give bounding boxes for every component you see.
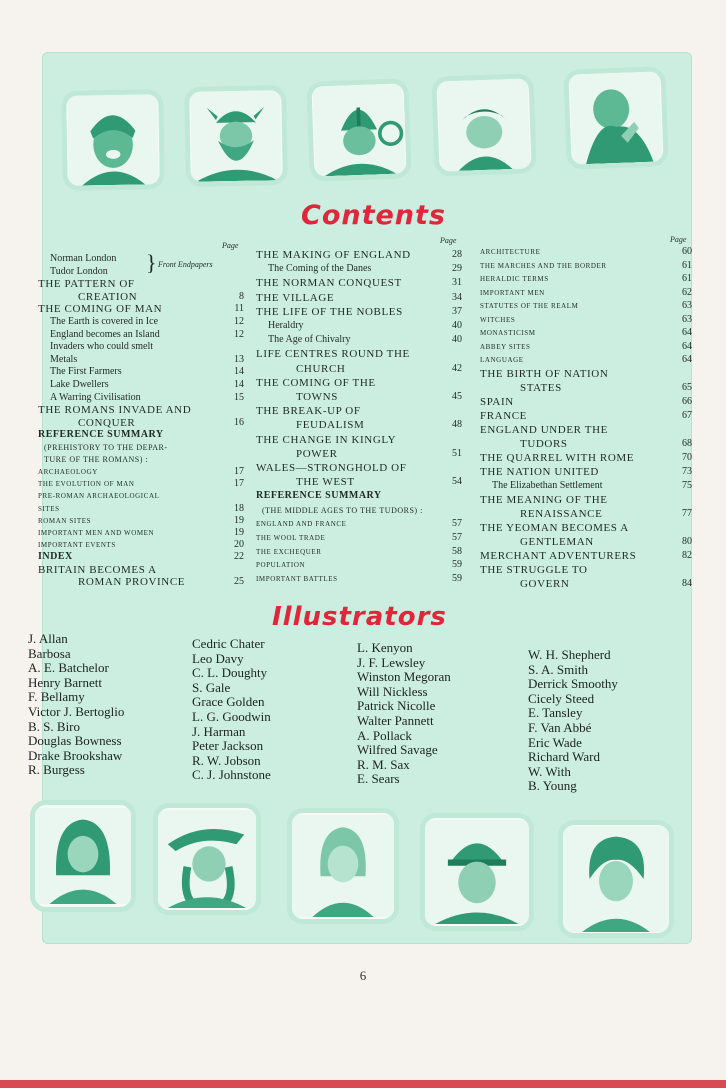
page-label: Page — [670, 235, 687, 244]
illustrator-name: Leo Davy — [192, 650, 244, 666]
contents-entry-page: 34 — [452, 291, 462, 303]
contents-entry — [480, 300, 692, 312]
contents-entry-title: CHURCH — [296, 362, 346, 375]
contents-entry — [38, 316, 244, 328]
illustrator-name: A. E. Batchelor — [28, 660, 109, 676]
contents-entry-title: INDEX — [38, 550, 73, 562]
contents-entry-title: ENGLAND AND FRANCE — [256, 520, 347, 529]
page-number: 6 — [359, 968, 367, 983]
contents-entry-title: THE VILLAGE — [256, 291, 335, 304]
contents-entry-title: LANGUAGE — [480, 356, 524, 364]
helmeted-soldier-portrait-icon — [420, 813, 534, 931]
illustrator-name: Will Nickless — [357, 683, 428, 699]
illustrator-name: B. Young — [528, 778, 577, 794]
illustrator-name: Eric Wade — [528, 734, 582, 750]
contents-entry-page: 59 — [452, 559, 462, 571]
contents-entry-title: TURE OF THE ROMANS) : — [44, 455, 149, 465]
contents-entry — [38, 392, 244, 404]
illustrator-name: B. S. Biro — [28, 718, 81, 734]
contents-entry-page: 42 — [452, 362, 462, 374]
contents-entry-title: GENTLEMAN — [520, 535, 594, 548]
page-label: Page — [222, 241, 239, 250]
contents-entry-title: PRE-ROMAN ARCHAEOLOGICAL — [38, 492, 160, 501]
contents-entry-title: SITES — [38, 504, 60, 513]
contents-entry-page: 82 — [682, 549, 692, 561]
contents-entry-title: BRITAIN BECOMES A — [38, 563, 157, 576]
contents-entry — [256, 505, 462, 517]
contents-entry-title: THE MEANING OF THE — [480, 493, 608, 506]
contents-entry — [38, 478, 244, 490]
contents-entry-page: 40 — [452, 320, 462, 331]
contents-entry-page: 66 — [682, 395, 692, 407]
contents-entry-page: 15 — [234, 391, 244, 403]
illustrator-name: Peter Jackson — [192, 738, 264, 754]
illustrator-name: L. G. Goodwin — [192, 708, 271, 724]
contents-entry-title: The Elizabethan Settlement — [492, 479, 603, 491]
contents-entry-title: IMPORTANT MEN — [480, 288, 545, 297]
contents-entry — [480, 578, 692, 590]
contents-entry — [480, 410, 692, 422]
illustrator-name: J. F. Lewsley — [357, 654, 426, 670]
contents-entry — [38, 515, 244, 527]
contents-entry-page: 57 — [452, 518, 462, 530]
contents-entry-title: Heraldry — [268, 320, 304, 331]
contents-entry-title: (THE MIDDLE AGES TO THE TUDORS) : — [262, 505, 423, 515]
contents-entry-page: 64 — [682, 327, 692, 338]
illustrators-title: Illustrators — [272, 602, 447, 632]
contents-entry-page: 12 — [234, 328, 244, 340]
cavalier-portrait-icon — [153, 803, 261, 915]
illustrator-name: Cedric Chater — [192, 636, 265, 651]
contents-entry — [480, 260, 692, 272]
contents-entry — [480, 246, 692, 258]
contents-entry-title: POPULATION — [256, 561, 306, 570]
contents-entry — [256, 306, 462, 318]
norman-soldier-portrait-icon — [306, 78, 411, 181]
contents-entry — [256, 448, 462, 460]
illustrator-name: C. L. Doughty — [192, 665, 268, 681]
contents-entry-page: 31 — [452, 277, 462, 289]
contents-entry-page: 70 — [682, 451, 692, 463]
contents-entry-title: THE PATTERN OF — [38, 278, 135, 291]
contents-entry — [256, 348, 462, 360]
contents-entry — [38, 303, 244, 315]
contents-column-1 — [38, 250, 244, 593]
contents-entry — [480, 382, 692, 394]
illustrator-name: S. Gale — [192, 679, 231, 695]
illustrators-column-4 — [528, 648, 618, 794]
contents-entry — [480, 480, 692, 492]
illustrator-name: Wilfred Savage — [357, 742, 438, 758]
contents-entry — [38, 490, 244, 502]
contents-entry-page: 63 — [682, 300, 692, 311]
contents-entry-title: REFERENCE SUMMARY — [38, 429, 164, 441]
viking-portrait-icon — [184, 85, 288, 187]
contents-entry — [480, 314, 692, 326]
contents-entry — [256, 292, 462, 304]
contents-entry-title: RENAISSANCE — [520, 507, 603, 520]
contents-entry-page: 80 — [682, 535, 692, 547]
contents-entry — [38, 527, 244, 539]
contents-entry — [38, 329, 244, 341]
illustrator-name: Derrick Smoothy — [528, 676, 618, 692]
contents-entry-title: The First Farmers — [50, 366, 122, 378]
contents-entry-page: 54 — [452, 476, 462, 488]
contents-entry-title: LIFE CENTRES ROUND THE — [256, 348, 410, 361]
contents-entry-page: 12 — [234, 316, 244, 327]
contents-entry-page: 65 — [682, 381, 692, 393]
contents-entry-title: THE CHANGE IN KINGLY — [256, 433, 397, 446]
contents-entry-title: FEUDALISM — [296, 419, 365, 432]
contents-entry-page: 68 — [682, 437, 692, 449]
contents-entry-title: SPAIN — [480, 395, 514, 408]
illustrators-column-1 — [28, 632, 124, 778]
contents-entry-page: 73 — [682, 465, 692, 477]
contents-entry-page: 84 — [682, 577, 692, 589]
contents-entry — [480, 354, 692, 366]
contents-entry-title: THE STRUGGLE TO — [480, 563, 588, 576]
contents-entry — [480, 494, 692, 506]
girl-portrait-icon — [287, 808, 399, 924]
contents-entry-title: Tudor London — [50, 265, 108, 277]
page-label: Page — [440, 236, 457, 245]
contents-entry — [38, 454, 244, 466]
contents-entry-title: THE BIRTH OF NATION — [480, 367, 609, 380]
contents-entry — [256, 490, 462, 502]
illustrator-name: Patrick Nicolle — [357, 698, 436, 714]
contents-entry — [38, 354, 244, 366]
contents-entry — [256, 573, 462, 585]
contents-entry — [38, 466, 244, 478]
illustrator-name: C. J. Johnstone — [192, 767, 271, 783]
contents-entry — [480, 273, 692, 285]
contents-entry-title: THE QUARREL WITH ROME — [480, 451, 635, 464]
illustrator-name: R. W. Jobson — [192, 752, 261, 768]
contents-column-2 — [256, 249, 462, 599]
contents-entry — [480, 452, 692, 464]
illustrator-name: Douglas Bowness — [28, 733, 122, 749]
contents-entry-page: 18 — [234, 502, 244, 514]
contents-entry-title: Invaders who could smelt — [50, 341, 154, 353]
contents-entry-title: THE COMING OF MAN — [38, 303, 163, 316]
contents-entry-page: 67 — [682, 409, 692, 421]
contents-entry-title: THE MAKING OF ENGLAND — [256, 249, 411, 261]
contents-entry-page: 14 — [234, 366, 244, 378]
contents-entry-title: ABBEY SITES — [480, 342, 531, 351]
contents-entry-title: The Coming of the Danes — [268, 263, 372, 275]
contents-entry-page: 45 — [452, 391, 462, 402]
contents-entry-title: THE MARCHES AND THE BORDER — [480, 261, 607, 270]
contents-entry — [480, 438, 692, 450]
contents-entry-page: 19 — [234, 514, 244, 526]
contents-entry-title: The Earth is covered in Ice — [50, 316, 159, 327]
contents-entry-page: 57 — [452, 532, 462, 543]
contents-entry — [256, 532, 462, 544]
illustrator-name: S. A. Smith — [528, 661, 588, 677]
contents-entry-page: 16 — [234, 416, 244, 428]
illustrator-name: Drake Brookshaw — [28, 747, 123, 763]
contents-entry — [480, 396, 692, 408]
illustrator-name: Winston Megoran — [357, 669, 451, 685]
monk-portrait-icon — [563, 66, 668, 169]
contents-entry-title: THE WEST — [296, 476, 355, 489]
contents-entry-title: HERALDIC TERMS — [480, 275, 549, 283]
contents-entry-page: 77 — [682, 507, 692, 519]
contents-entry-page: 60 — [682, 246, 692, 257]
contents-entry-page: 40 — [452, 334, 462, 346]
illustrator-name: E. Tansley — [528, 705, 583, 721]
contents-entry — [256, 518, 462, 530]
contents-entry — [480, 341, 692, 353]
contents-entry-title: THE NORMAN CONQUEST — [256, 277, 402, 290]
contents-entry — [38, 417, 244, 429]
contents-entry — [256, 377, 462, 389]
contents-entry — [256, 334, 462, 346]
oriental-portrait-icon — [431, 73, 536, 176]
contents-entry — [256, 320, 462, 332]
illustrator-name: E. Sears — [357, 771, 400, 787]
contents-entry — [38, 576, 244, 588]
contents-entry — [480, 508, 692, 520]
contents-entry-page: 13 — [234, 353, 244, 365]
contents-entry — [480, 424, 692, 436]
contents-entry — [256, 363, 462, 375]
contents-entry-page: 19 — [234, 526, 244, 538]
contents-entry-title: (PREHISTORY TO THE DEPAR- — [44, 443, 168, 452]
tudor-lady-portrait-icon — [30, 800, 136, 912]
contents-entry-title: TUDORS — [520, 437, 568, 450]
lady-portrait-icon — [558, 820, 674, 938]
book-cover-edge — [0, 1080, 726, 1088]
contents-entry — [38, 442, 244, 454]
contents-entry — [480, 536, 692, 548]
contents-entry — [38, 253, 244, 265]
contents-entry-page: 22 — [234, 550, 244, 562]
contents-entry-title: MONASTICISM — [480, 329, 536, 337]
illustrator-name: W. With — [528, 763, 571, 779]
contents-entry-page: 17 — [234, 478, 244, 490]
contents-entry-title: Metals — [50, 353, 78, 365]
illustrator-name: F. Bellamy — [28, 689, 85, 705]
contents-entry — [38, 291, 244, 303]
contents-entry-page: 61 — [682, 259, 692, 271]
contents-entry-title: A Warring Civilisation — [50, 391, 141, 403]
contents-entry-page: 20 — [234, 538, 244, 550]
contents-entry-title: THE NATION UNITED — [480, 465, 599, 478]
contents-entry — [38, 429, 244, 441]
contents-column-3 — [480, 246, 692, 601]
contents-entry-page: 8 — [239, 290, 244, 302]
contents-entry-page: 61 — [682, 273, 692, 284]
contents-entry-title: WITCHES — [480, 315, 516, 324]
illustrator-name: W. H. Shepherd — [528, 647, 611, 662]
contents-entry-title: STATUTES OF THE REALM — [480, 302, 579, 310]
contents-entry — [256, 391, 462, 403]
contents-entry-title: Norman London — [50, 253, 117, 264]
contents-entry-page: 59 — [452, 573, 462, 585]
contents-entry-page: 48 — [452, 419, 462, 431]
contents-entry-page: 75 — [682, 479, 692, 491]
contents-entry-title: THE ROMANS INVADE AND — [38, 404, 192, 417]
illustrator-name: Henry Barnett — [28, 674, 103, 690]
contents-entry — [38, 503, 244, 515]
contents-entry-page: 17 — [234, 466, 244, 478]
contents-entry — [256, 405, 462, 417]
illustrator-name: J. Allan — [28, 631, 68, 646]
contents-entry-title: POWER — [296, 447, 338, 460]
contents-entry — [480, 522, 692, 534]
contents-entry — [38, 341, 244, 353]
contents-entry-title: THE YEOMAN BECOMES A — [480, 521, 629, 534]
contents-entry-title: The Age of Chivalry — [268, 334, 351, 346]
contents-entry-page: 25 — [234, 576, 244, 588]
contents-entry — [256, 263, 462, 275]
contents-entry-title: ARCHAEOLOGY — [38, 468, 98, 477]
contents-entry-page: 64 — [682, 340, 692, 352]
illustrator-name: R. M. Sax — [357, 756, 410, 772]
contents-entry-title: GOVERN — [520, 577, 570, 590]
contents-entry — [256, 559, 462, 571]
brace: } — [146, 250, 157, 275]
contents-entry-title: ENGLAND UNDER THE — [480, 423, 608, 436]
contents-entry — [256, 249, 462, 261]
contents-entry-title: THE COMING OF THE — [256, 376, 376, 389]
contents-entry — [38, 379, 244, 391]
contents-entry-page: 63 — [682, 313, 692, 325]
illustrator-name: Grace Golden — [192, 694, 265, 710]
illustrator-name: L. Kenyon — [357, 640, 413, 655]
contents-entry — [256, 476, 462, 488]
contents-entry-title: IMPORTANT BATTLES — [256, 575, 338, 584]
contents-entry-title: REFERENCE SUMMARY — [256, 490, 382, 502]
contents-entry-title: WALES—STRONGHOLD OF — [256, 462, 407, 474]
contents-entry — [480, 550, 692, 562]
contents-entry — [256, 434, 462, 446]
contents-entry — [38, 551, 244, 563]
contents-entry — [256, 419, 462, 431]
contents-entry — [480, 564, 692, 576]
illustrator-name: Cicely Steed — [528, 690, 595, 706]
illustrators-column-3 — [357, 641, 451, 787]
pilot-portrait-icon — [61, 89, 165, 191]
contents-entry-title: CREATION — [78, 290, 138, 303]
contents-entry — [38, 278, 244, 290]
contents-entry — [38, 366, 244, 378]
contents-entry-page: 11 — [234, 303, 244, 315]
contents-entry-title: ROMAN PROVINCE — [78, 576, 186, 589]
contents-entry — [38, 266, 244, 278]
contents-entry-title: ROMAN SITES — [38, 516, 92, 525]
contents-entry-title: CONQUER — [78, 416, 136, 429]
contents-entry-page: 28 — [452, 249, 462, 260]
illustrator-name: J. Harman — [192, 723, 246, 739]
illustrator-name: Barbosa — [28, 645, 71, 661]
contents-entry — [256, 277, 462, 289]
contents-entry-title: THE EVOLUTION OF MAN — [38, 480, 135, 489]
contents-entry-page: 62 — [682, 286, 692, 298]
contents-entry-page: 37 — [452, 305, 462, 317]
contents-entry — [480, 287, 692, 299]
contents-entry — [256, 546, 462, 558]
contents-entry-title: FRANCE — [480, 409, 527, 422]
front-endpapers-label: Front Endpapers — [158, 260, 213, 269]
contents-entry-title: England becomes an Island — [50, 328, 160, 340]
contents-entry-title: THE EXCHEQUER — [256, 547, 322, 556]
contents-entry — [38, 539, 244, 551]
contents-entry — [38, 404, 244, 416]
contents-entry — [480, 368, 692, 380]
contents-entry-title: THE WOOL TRADE — [256, 534, 326, 542]
contents-entry-page: 29 — [452, 263, 462, 275]
contents-title: Contents — [301, 200, 447, 231]
contents-entry-title: STATES — [520, 381, 562, 394]
contents-entry-page: 64 — [682, 354, 692, 365]
illustrator-name: Richard Ward — [528, 749, 600, 765]
contents-entry-title: IMPORTANT EVENTS — [38, 540, 116, 549]
contents-entry-page: 58 — [452, 545, 462, 557]
illustrator-name: Victor J. Bertoglio — [28, 703, 125, 719]
illustrator-name: A. Pollack — [357, 727, 412, 743]
contents-entry-page: 14 — [234, 379, 244, 390]
illustrator-name: F. Van Abbé — [528, 719, 592, 735]
contents-entry-title: THE LIFE OF THE NOBLES — [256, 305, 403, 318]
contents-entry-title: TOWNS — [296, 391, 338, 403]
contents-entry-title: IMPORTANT MEN AND WOMEN — [38, 528, 155, 537]
illustrator-name: R. Burgess — [28, 762, 85, 778]
contents-entry-title: MERCHANT ADVENTURERS — [480, 549, 637, 562]
contents-entry-title: Lake Dwellers — [50, 379, 109, 390]
contents-entry — [480, 466, 692, 478]
contents-entry-title: THE BREAK-UP OF — [256, 405, 361, 418]
contents-entry — [38, 564, 244, 576]
illustrator-name: Walter Pannett — [357, 712, 434, 728]
illustrators-column-2 — [192, 637, 271, 783]
contents-entry-title: ARCHITECTURE — [480, 248, 541, 256]
contents-entry — [480, 327, 692, 339]
contents-entry — [256, 462, 462, 474]
contents-entry-page: 51 — [452, 447, 462, 459]
